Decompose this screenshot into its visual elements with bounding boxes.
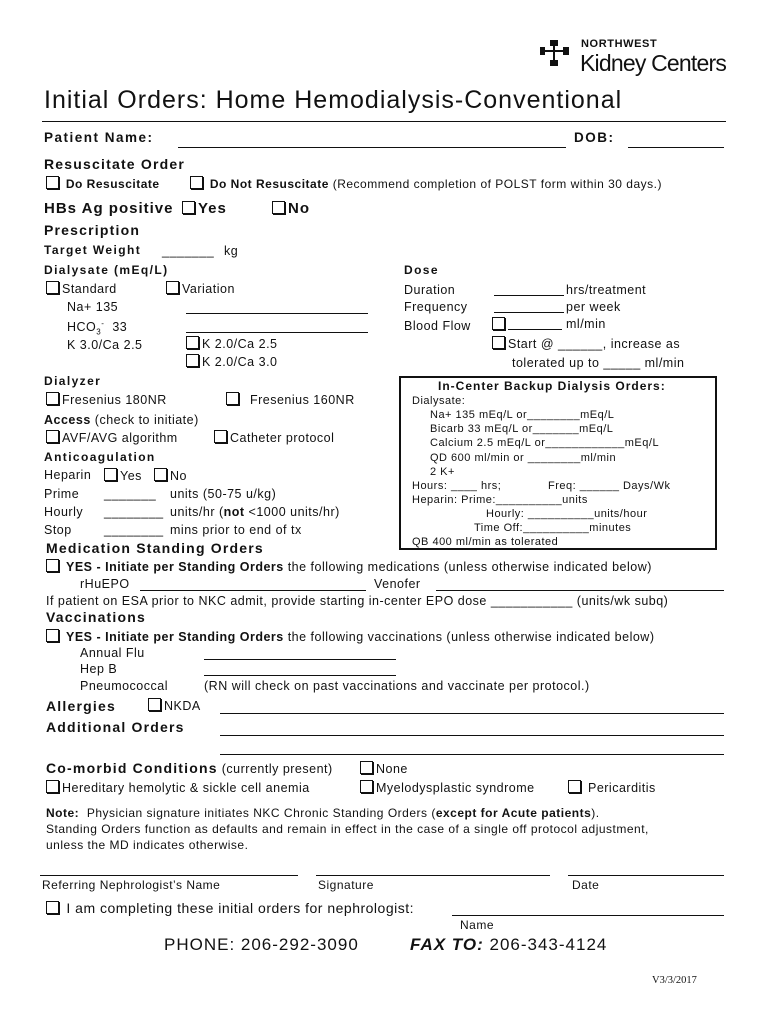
k2-ca30-option[interactable]: K 2.0/Ca 3.0 (186, 354, 278, 369)
nkda-option[interactable]: NKDA (148, 698, 201, 713)
flu-field[interactable] (204, 659, 396, 660)
hco3-variation-field[interactable] (186, 332, 368, 333)
prime-unit: units (50-75 u/kg) (170, 487, 277, 501)
note-line3: unless the MD indicates otherwise. (46, 838, 249, 852)
anticoag-heading: Anticoagulation (44, 450, 156, 464)
do-resuscitate-checkbox[interactable] (46, 176, 59, 189)
na-value: Na+ 135 (67, 300, 119, 314)
fresenius-180-option[interactable]: Fresenius 180NR (46, 392, 167, 407)
page-title: Initial Orders: Home Hemodialysis-Conventional (44, 86, 623, 114)
none-option[interactable]: None (360, 761, 408, 776)
backup-bicarb: Bicarb 33 mEq/L or_______mEq/L (430, 423, 614, 435)
hourly-blank[interactable]: ________ (104, 505, 164, 519)
blood-flow-field[interactable] (508, 329, 562, 330)
prescription-heading: Prescription (44, 222, 141, 238)
frequency-unit: per week (566, 300, 621, 314)
target-weight-blank[interactable]: _______ (162, 244, 215, 258)
backup-timeoff: Time Off:__________minutes (474, 522, 632, 534)
hourly-label: Hourly (44, 505, 84, 519)
pneumo-note: (RN will check on past vaccinations and vaccinate per protocol.) (204, 679, 590, 693)
medication-yes-checkbox[interactable] (46, 559, 59, 572)
catheter-option[interactable]: Catheter protocol (214, 430, 334, 445)
heparin-label: Heparin (44, 468, 92, 482)
resuscitate-heading: Resuscitate Order (44, 156, 186, 172)
medication-heading: Medication Standing Orders (46, 540, 264, 556)
k2-ca25-checkbox[interactable] (186, 336, 199, 349)
pericarditis-checkbox[interactable] (568, 780, 581, 793)
hemolytic-checkbox[interactable] (46, 780, 59, 793)
backup-qb: QB 400 ml/min as tolerated (412, 536, 559, 548)
stop-label: Stop (44, 523, 72, 537)
medication-yes-option[interactable]: YES - Initiate per Standing Orders the following medications (unless otherwise indicated below) (46, 559, 652, 574)
start-option[interactable]: Start @ ______, increase as (492, 336, 680, 351)
allergies-field[interactable] (220, 713, 724, 714)
hbs-yes-checkbox[interactable] (182, 201, 195, 214)
backup-k: 2 K+ (430, 466, 455, 478)
flu-label: Annual Flu (80, 646, 145, 660)
fax: FAX TO: 206-343-4124 (410, 935, 608, 954)
allergies-heading: Allergies (46, 698, 116, 714)
myelodysplastic-checkbox[interactable] (360, 780, 373, 793)
dialysate-label: Dialysate (mEq/L) (44, 263, 169, 277)
dose-heading: Dose (404, 263, 439, 277)
vaccinations-heading: Vaccinations (46, 609, 146, 625)
duration-unit: hrs/treatment (566, 283, 647, 297)
myelodysplastic-option[interactable]: Myelodysplastic syndrome (360, 780, 535, 795)
heparin-no-option[interactable]: No (154, 468, 187, 483)
stop-unit: mins prior to end of tx (170, 523, 302, 537)
signature-field[interactable] (316, 875, 550, 876)
pneumo-label: Pneumococcal (80, 679, 168, 693)
pericarditis-option[interactable]: Pericarditis (568, 780, 656, 795)
backup-calcium: Calcium 2.5 mEq/L or____________mEq/L (430, 437, 660, 449)
backup-qd: QD 600 ml/min or ________ml/min (430, 452, 617, 464)
heparin-yes-checkbox[interactable] (104, 468, 117, 481)
patient-name-field[interactable] (178, 147, 566, 148)
prime-label: Prime (44, 487, 80, 501)
blood-flow-label: Blood Flow (404, 319, 471, 333)
backup-freq: Freq: ______ Days/Wk (548, 480, 671, 492)
start-checkbox[interactable] (492, 336, 505, 349)
hco3-value: $HCO_3^-$ 33 (67, 319, 128, 337)
hepb-field[interactable] (204, 675, 396, 676)
dob-label: DOB: (574, 130, 615, 145)
frequency-label: Frequency (404, 300, 468, 314)
heparin-no-checkbox[interactable] (154, 468, 167, 481)
variation-option[interactable]: Variation (166, 281, 235, 296)
standard-option[interactable]: Standard (46, 281, 117, 296)
hbs-yes-option[interactable]: Yes (182, 200, 227, 217)
rhuepo-label: rHuEPO (80, 577, 130, 591)
dnr-checkbox[interactable] (190, 176, 203, 189)
k-value: K 3.0/Ca 2.5 (67, 338, 143, 352)
name-label: Name (460, 918, 495, 932)
backup-hourly: Hourly: __________units/hour (486, 508, 648, 520)
target-weight-unit: kg (224, 244, 239, 258)
patient-name-label: Patient Name: (44, 130, 154, 145)
ref-name-label: Referring Nephrologist’s Name (42, 878, 221, 892)
avf-option[interactable]: AVF/AVG algorithm (46, 430, 178, 445)
avf-checkbox[interactable] (46, 430, 59, 443)
comorbid-heading: Co-morbid Conditions (currently present) (46, 760, 333, 776)
frequency-field[interactable] (494, 312, 564, 313)
dialyzer-heading: Dialyzer (44, 374, 102, 388)
heparin-yes-option[interactable]: Yes (104, 468, 142, 483)
target-weight-label: Target Weight (44, 243, 142, 257)
vaccinations-yes-option[interactable]: YES - Initiate per Standing Orders the following vaccinations (unless otherwise indicated below) (46, 629, 655, 644)
backup-heparin-prime: Heparin: Prime:__________units (412, 494, 588, 506)
title-rule (42, 121, 726, 122)
backup-hours: Hours: ____ hrs; (412, 480, 502, 492)
signature-label: Signature (318, 878, 374, 892)
backup-dialysate: Dialysate: (412, 395, 466, 407)
phone: PHONE: 206-292-3090 (164, 935, 359, 954)
do-resuscitate-option[interactable]: Do Resuscitate (46, 176, 160, 192)
fresenius-160-option[interactable]: Fresenius 160NR (226, 392, 355, 407)
ref-name-field[interactable] (40, 875, 298, 876)
hourly-unit: units/hr (not <1000 units/hr) (170, 505, 340, 519)
date-field[interactable] (568, 875, 724, 876)
fresenius-160-checkbox[interactable] (226, 392, 239, 405)
logo-line2: Kidney Centers (580, 50, 727, 76)
dnr-option[interactable]: Do Not Resuscitate (Recommend completion of POLST form within 30 days.) (190, 176, 662, 192)
variation-checkbox[interactable] (166, 281, 179, 294)
note-line2: Standing Orders function as defaults and remain in effect in the case of a single off protocol adjustment, (46, 822, 649, 836)
version: V3/3/2017 (652, 975, 697, 986)
hbs-no-option[interactable]: No (272, 200, 310, 217)
additional-heading: Additional Orders (46, 719, 185, 735)
catheter-checkbox[interactable] (214, 430, 227, 443)
access-label: Access (check to initiate) (44, 413, 199, 427)
nkda-checkbox[interactable] (148, 698, 161, 711)
nephrologist-name-field[interactable] (452, 915, 724, 916)
nkc-logo-icon (540, 38, 574, 72)
date-label: Date (572, 878, 600, 892)
none-checkbox[interactable] (360, 761, 373, 774)
na-variation-field[interactable] (186, 313, 368, 314)
blood-flow-option[interactable] (492, 317, 508, 332)
hepb-label: Hep B (80, 662, 118, 676)
vaccinations-yes-checkbox[interactable] (46, 629, 59, 642)
duration-label: Duration (404, 283, 456, 297)
duration-field[interactable] (494, 295, 564, 296)
backup-heading: In-Center Backup Dialysis Orders: (438, 379, 666, 393)
completing-checkbox[interactable] (46, 901, 59, 914)
standard-checkbox[interactable] (46, 281, 59, 294)
prime-blank[interactable]: _______ (104, 487, 157, 501)
fresenius-180-checkbox[interactable] (46, 392, 59, 405)
dob-field[interactable] (628, 147, 724, 148)
blood-flow-checkbox[interactable] (492, 317, 505, 330)
rhuepo-field[interactable] (140, 590, 366, 591)
venofer-label: Venofer (374, 577, 421, 591)
tolerated-text: tolerated up to _____ ml/min (512, 356, 685, 370)
esa-text: If patient on ESA prior to NKC admit, provide starting in-center EPO dose ___________ (units/wk subq) (46, 594, 669, 608)
hbs-label: HBs Ag positive (44, 200, 174, 217)
k2-ca30-checkbox[interactable] (186, 354, 199, 367)
logo-line1: NORTHWEST (581, 38, 658, 50)
hemolytic-option[interactable]: Hereditary hemolytic & sickle cell anemia (46, 780, 310, 795)
venofer-field[interactable] (436, 590, 724, 591)
backup-na: Na+ 135 mEq/L or________mEq/L (430, 409, 615, 421)
blood-flow-unit: ml/min (566, 317, 606, 331)
hbs-no-checkbox[interactable] (272, 201, 285, 214)
completing-option[interactable]: I am completing these initial orders for nephrologist: (46, 900, 414, 916)
k2-ca25-option[interactable]: K 2.0/Ca 2.5 (186, 336, 278, 351)
note-line1: Note: Physician signature initiates NKC Chronic Standing Orders (except for Acute patients). (46, 806, 600, 820)
additional-field-2[interactable] (220, 754, 724, 755)
additional-field-1[interactable] (220, 735, 724, 736)
stop-blank[interactable]: ________ (104, 523, 164, 537)
